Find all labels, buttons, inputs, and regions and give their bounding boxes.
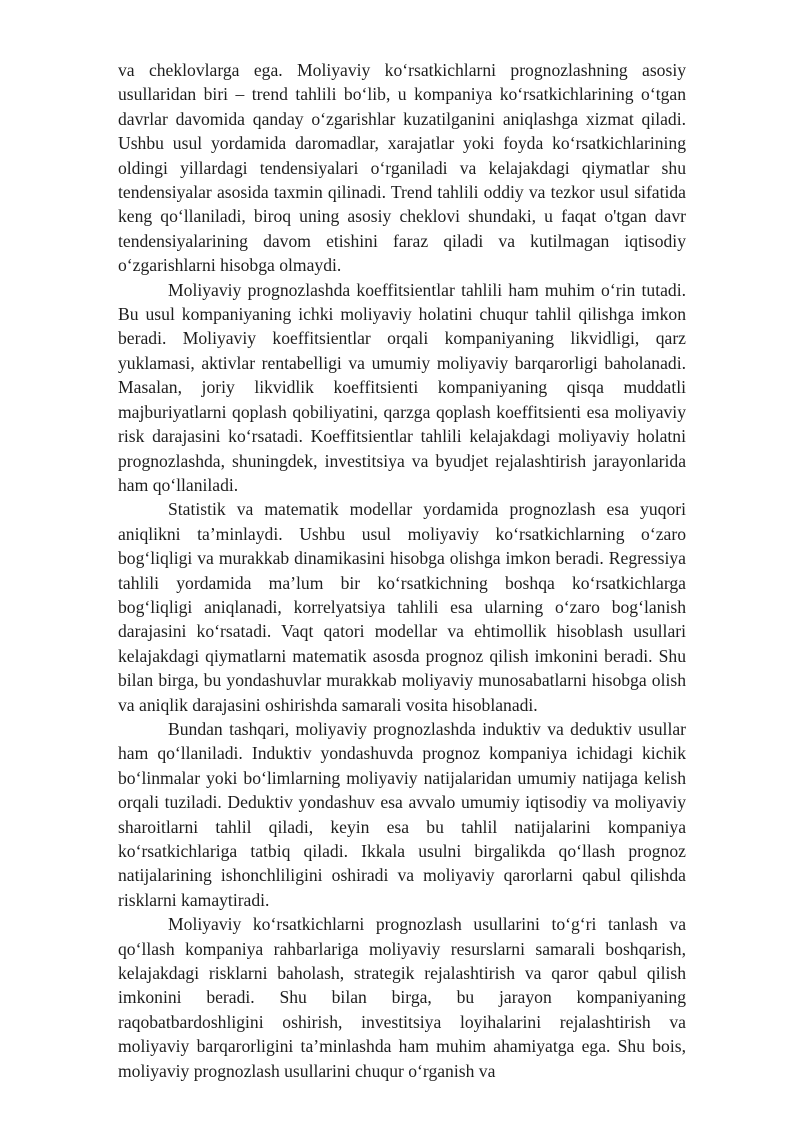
paragraph-statistical-models: Statistik va matematik modellar yordamida prognozlash esa yuqori aniqlikni ta’minlaydi. Ushbu usul moliyaviy ko‘rsatkichlarning o‘zaro bog‘liqligi va murakkab dinamikasini hisobga olishga imkon beradi. Regressiya tahlili yordamida ma’lum bir ko‘rsatkichning boshqa ko‘rsatkichlarga bog‘liqligi aniqlanadi, korrelyatsiya tahlili esa ularning o‘zaro bog‘lanish darajasini ko‘rsatadi. Vaqt qatori modellar va ehtimollik hisoblash usullari kelajakdagi qiymatlarni matematik asosda prognoz qilish imkonini beradi. Shu bilan birga, bu yondashuvlar murakkab moliyaviy munosabatlarni hisobga olish va aniqlik darajasini oshirishda samarali vosita hisoblanadi.: [118, 499, 686, 715]
paragraph-continuation: va cheklovlarga ega. Moliyaviy ko‘rsatkichlarni prognozlashning asosiy usullaridan biri – trend tahlili bo‘lib, u kompaniya ko‘rsatkichlarining o‘tgan davrlar davomida qanday o‘zgarishlar kuzatilganini aniqlashga xizmat qiladi. Ushbu usul yordamida daromadlar, xarajatlar yoki foyda ko‘rsatkichlarining oldingi yillardagi tendensiyalari o‘rganiladi va kelajakdagi qiymatlar shu tendensiyalar asosida taxmin qilinadi. Trend tahlili oddiy va tezkor usul sifatida keng qo‘llaniladi, biroq uning asosiy cheklovi shundaki, u faqat o'tgan davr tendensiyalarining davom etishini faraz qiladi va kutilmagan iqtisodiy o‘zgarishlarni hisobga olmaydi.: [118, 60, 686, 276]
document-page: [118, 58, 686, 1083]
paragraph-method-selection: Moliyaviy ko‘rsatkichlarni prognozlash usullarini to‘g‘ri tanlash va qo‘llash kompaniya rahbarlariga moliyaviy resurslarni samarali boshqarish, kelajakdagi risklarni baholash, strategik rejalashtirish va qaror qabul qilish imkonini beradi. Shu bilan birga, bu jarayon kompaniyaning raqobatbardoshligini oshirish, investitsiya loyihalarini rejalashtirish va moliyaviy barqarorligini ta’minlashda ham muhim ahamiyatga ega. Shu bois, moliyaviy prognozlash usullarini chuqur o‘rganish va: [118, 914, 686, 1081]
paragraph-coefficient-analysis: Moliyaviy prognozlashda koeffitsientlar tahlili ham muhim o‘rin tutadi. Bu usul kompaniyaning ichki moliyaviy holatini chuqur tahlil qilishga imkon beradi. Moliyaviy koeffitsientlar orqali kompaniyaning likvidligi, qarz yuklamasi, aktivlar rentabelligi va umumiy moliyaviy barqarorligi baholanadi. Masalan, joriy likvidlik koeffitsienti kompaniyaning qisqa muddatli majburiyatlarni qoplash qobiliyatini, qarzga qoplash koeffitsienti esa moliyaviy risk darajasini ko‘rsatadi. Koeffitsientlar tahlili kelajakdagi moliyaviy holatni prognozlashda, shuningdek, investitsiya va byudjet rejalashtirish jarayonlarida ham qo‘llaniladi.: [118, 279, 686, 495]
paragraph-inductive-deductive: Bundan tashqari, moliyaviy prognozlashda induktiv va deduktiv usullar ham qo‘llaniladi. Induktiv yondashuvda prognoz kompaniya ichidagi kichik bo‘linmalar yoki bo‘limlarning moliyaviy natijalaridan umumiy natijaga kelish orqali tuziladi. Deduktiv yondashuv esa avvalo umumiy iqtisodiy va moliyaviy sharoitlarni tahlil qiladi, keyin esa bu tahlil natijalarini kompaniya ko‘rsatkichlariga tatbiq qiladi. Ikkala usulni birgalikda qo‘llash prognoz natijalarining ishonchliligini oshiradi va moliyaviy qarorlarni qabul qilishda risklarni kamaytiradi.: [118, 718, 686, 910]
